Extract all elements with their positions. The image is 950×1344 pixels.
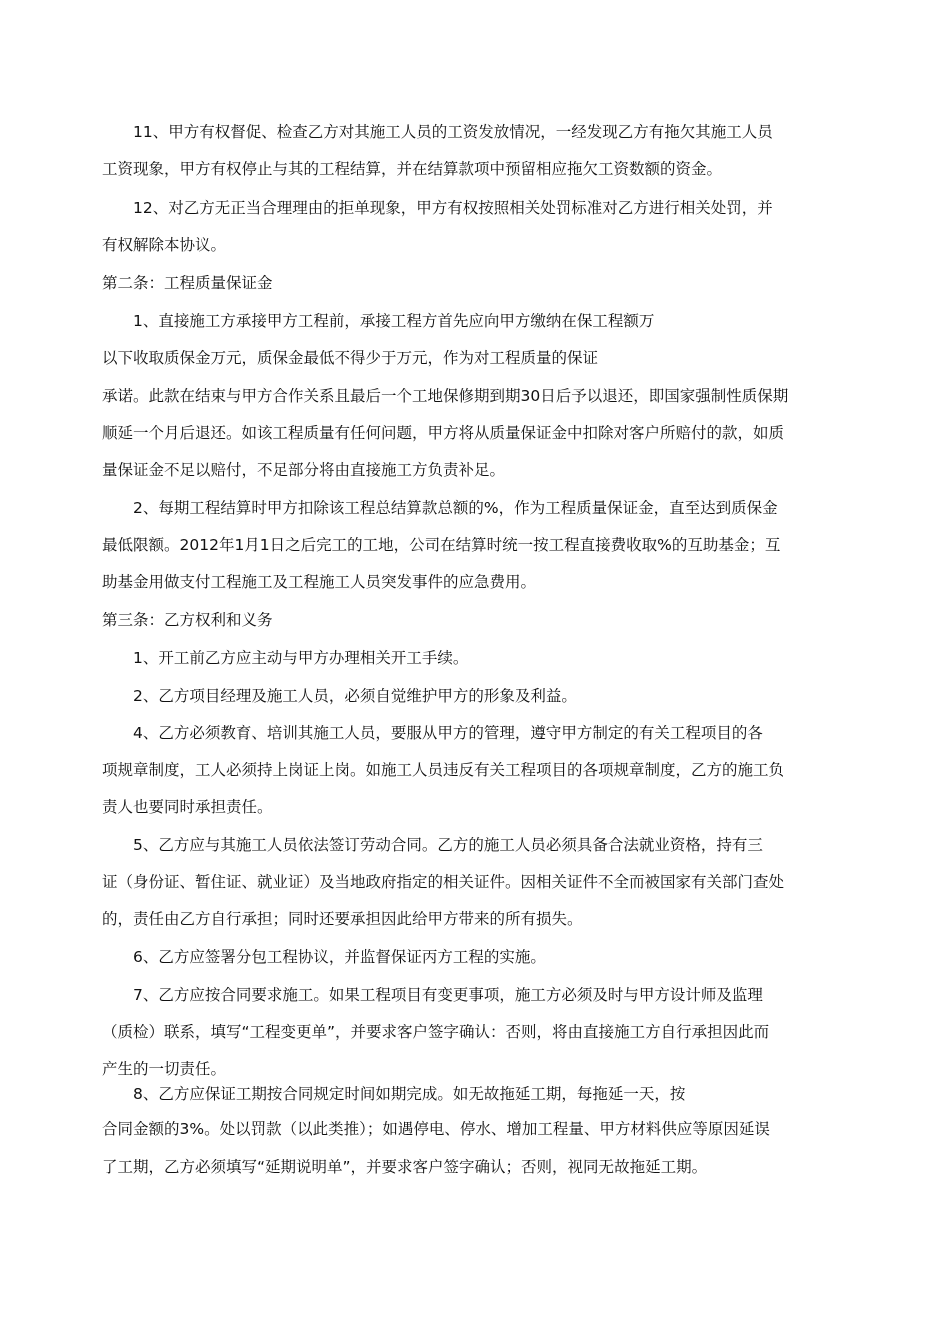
clause-4-6: 6、乙方应签署分包工程协议，并监督保证丙方工程的实施。 xyxy=(133,948,546,966)
clause-4-4-line-3: 责人也要同时承担责任。 xyxy=(102,798,273,816)
clause-4-1: 1、开工前乙方应主动与甲方办理相关开工手续。 xyxy=(133,649,469,667)
clause-4-8-line-1: 8、乙方应保证工期按合同规定时间如期完成。如无故拖延工期，每拖延一天，按 xyxy=(133,1085,686,1103)
section-heading-2: 第二条：工程质量保证金 xyxy=(102,274,273,292)
clause-4-7-line-3: 产生的一切责任。 xyxy=(102,1060,227,1078)
clause-2-11-line-1: 11、甲方有权督促、检查乙方对其施工人员的工资发放情况，一经发现乙方有拖欠其施工人员 xyxy=(133,123,773,141)
clause-4-2: 2、乙方项目经理及施工人员，必须自觉维护甲方的形象及利益。 xyxy=(133,687,577,705)
clause-3-2-line-2: 最低限额。2012年1月1日之后完工的工地，公司在结算时统一按工程直接费收取%的互助基金；互 xyxy=(102,536,781,554)
clause-4-7-line-2: （质检）联系，填写“工程变更单”，并要求客户签字确认：否则，将由直接施工方自行承担因此而 xyxy=(102,1023,770,1041)
clause-4-8-line-2: 合同金额的3%。处以罚款（以此类推）；如遇停电、停水、增加工程量、甲方材料供应等原因延误 xyxy=(102,1120,770,1138)
clause-3-1-line-3: 承诺。此款在结束与甲方合作关系且最后一个工地保修期到期30日后予以退还，即国家强制性质保期 xyxy=(102,387,789,405)
clause-3-1-line-4: 顺延一个月后退还。如该工程质量有任何问题，甲方将从质量保证金中扣除对客户所赔付的款，如质 xyxy=(102,424,785,442)
clause-2-12-line-1: 12、对乙方无正当合理理由的拒单现象，甲方有权按照相关处罚标准对乙方进行相关处罚，并 xyxy=(133,199,773,217)
clause-3-1-line-2: 以下收取质保金万元，质保金最低不得少于万元，作为对工程质量的保证 xyxy=(102,349,599,367)
clause-3-2-line-3: 助基金用做支付工程施工及工程施工人员突发事件的应急费用。 xyxy=(102,573,537,591)
clause-2-11-line-2: 工资现象，甲方有权停止与其的工程结算，并在结算款项中预留相应拖欠工资数额的资金。 xyxy=(102,160,723,178)
clause-4-4-line-1: 4、乙方必须教育、培训其施工人员，要服从甲方的管理，遵守甲方制定的有关工程项目的各 xyxy=(133,724,763,742)
clause-3-1-line-1: 1、直接施工方承接甲方工程前，承接工程方首先应向甲方缴纳在保工程额万 xyxy=(133,312,655,330)
clause-4-8-line-3: 了工期，乙方必须填写“延期说明单”，并要求客户签字确认；否则，视同无故拖延工期。 xyxy=(102,1158,708,1176)
clause-3-1-line-5: 量保证金不足以赔付，不足部分将由直接施工方负责补足。 xyxy=(102,461,506,479)
section-heading-3: 第三条：乙方权利和义务 xyxy=(102,611,273,629)
clause-3-2-line-1: 2、每期工程结算时甲方扣除该工程总结算款总额的%，作为工程质量保证金，直至达到质保金 xyxy=(133,499,778,517)
clause-4-5-line-1: 5、乙方应与其施工人员依法签订劳动合同。乙方的施工人员必须具备合法就业资格，持有三 xyxy=(133,836,763,854)
clause-4-7-line-1: 7、乙方应按合同要求施工。如果工程项目有变更事项，施工方必须及时与甲方设计师及监理 xyxy=(133,986,763,1004)
clause-4-4-line-2: 项规章制度，工人必须持上岗证上岗。如施工人员违反有关工程项目的各项规章制度，乙方的施工负 xyxy=(102,761,785,779)
clause-4-5-line-2: 证（身份证、暂住证、就业证）及当地政府指定的相关证件。因相关证件不全而被国家有关部门查处 xyxy=(102,873,785,891)
clause-4-5-line-3: 的，责任由乙方自行承担；同时还要承担因此给甲方带来的所有损失。 xyxy=(102,910,583,928)
clause-2-12-line-2: 有权解除本协议。 xyxy=(102,236,227,254)
